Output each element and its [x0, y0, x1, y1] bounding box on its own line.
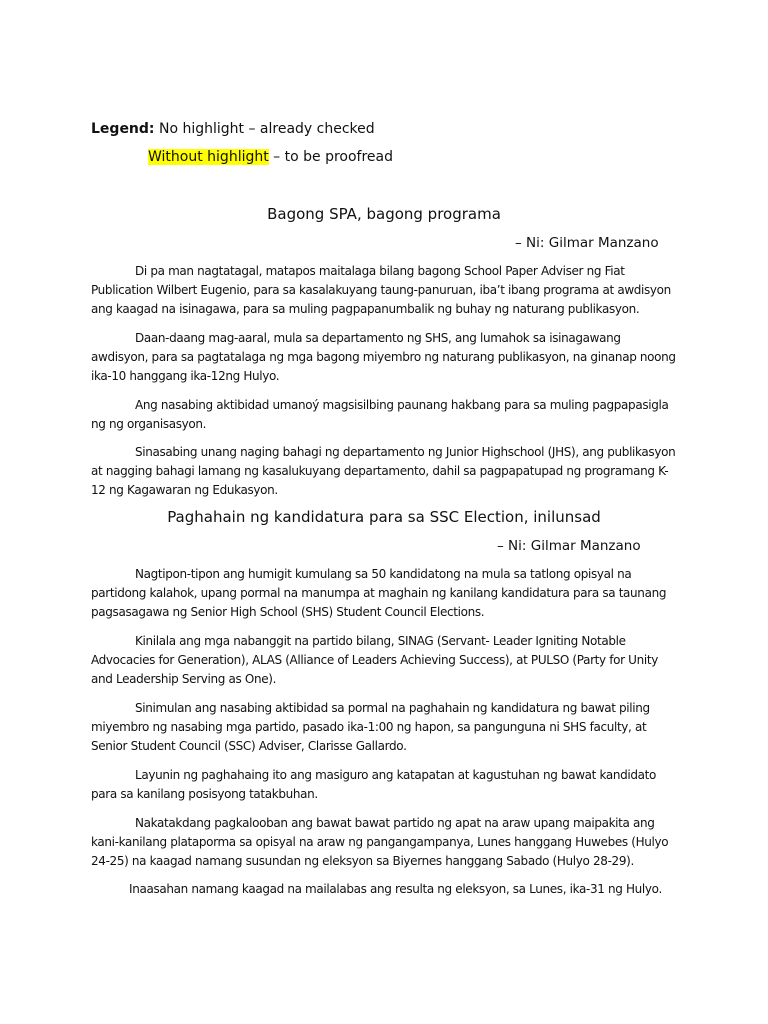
legend-label: Legend:	[91, 121, 155, 137]
article1-byline: – Ni: Gilmar Manzano	[515, 235, 659, 251]
article1-paragraph-1: Di pa man nagtatagal, matapos maitalaga bilang bagong School Paper Adviser ng Fiat Publication Wilbert Eugenio, para sa kasalakuyang taung-panuruan, iba’t ibang programa at awdisyon ang kaagad na isinagawa, para sa muling pagpapanumbalik ng buhay ng naturang publikasyon.	[91, 264, 671, 316]
legend-item-proofread: – to be proofread	[268, 149, 393, 165]
article2-paragraph-6: Inaasahan namang kaagad na mailalabas ang resulta ng eleksyon, sa Lunes, ika-31 ng Hulyo.	[129, 882, 662, 896]
legend-line-proofread	[148, 148, 393, 166]
article1-paragraph-3: Ang nasabing aktibidad umanoý magsisilbing paunang hakbang para sa muling pagpapasigla ng ng organisasyon.	[91, 398, 669, 431]
article1-paragraph-2: Daan-daang mag-aaral, mula sa departamento ng SHS, ang lumahok sa isinagawang awdisyon, para sa pagtatalaga ng mga bagong miyembro ng naturang publikasyon, na ginanap noong ika-10 hanggang ika-12ng Hulyo.	[91, 331, 676, 383]
article2-paragraph-3: Sinimulan ang nasabing aktibidad sa pormal na paghahain ng kandidatura ng bawat piling miyembro ng nasabing mga partido, pasado ika-1:00 ng hapon, sa pangunguna ni SHS faculty, at Senior Student Council (SSC) Adviser, Clarisse Gallardo.	[91, 701, 650, 753]
article2-paragraph-2: Kinilala ang mga nabanggit na partido bilang, SINAG (Servant- Leader Igniting Notable Advocacies for Generation), ALAS (Alliance of Leaders Achieving Success), at PULSO (Party for Unity and Leadership Serving as One).	[91, 634, 658, 686]
article2-paragraph-4: Layunin ng paghahaing ito ang masiguro ang katapatan at kagustuhan ng bawat kandidato para sa kanilang posisyong tatakbuhan.	[91, 768, 657, 801]
article2-paragraph-5: Nakatakdang pagkalooban ang bawat bawat partido ng apat na araw upang maipakita ang kani-kanilang plataporma sa opisyal na araw ng pangangampanya, Lunes hanggang Huwebes (Hulyo 24-25) na kaagad namang susundan ng eleksyon sa Biyernes hanggang Sabado (Hulyo 28-29).	[91, 816, 669, 868]
legend-line-checked	[91, 120, 375, 138]
legend-item-checked: No highlight – already checked	[158, 121, 375, 137]
article1-title: Bagong SPA, bagong programa	[267, 205, 501, 223]
article1-paragraph-4: Sinasabing unang naging bahagi ng departamento ng Junior Highschool (JHS), ang publikasyon at nagging bahagi lamang ng kasalukuyang departamento, dahil sa pagpapatupad ng programang K-12 ng Kagawaran ng Edukasyon.	[91, 445, 676, 497]
article2-paragraph-1: Nagtipon-tipon ang humigit kumulang sa 50 kandidatong na mula sa tatlong opisyal na partidong kalahok, upang pormal na manumpa at maghain ng kanilang kandidatura para sa taunang pagsasagawa ng Senior High School (SHS) Student Council Elections.	[91, 567, 667, 619]
legend-highlight-sample: Without highlight	[148, 149, 269, 165]
article2-byline: – Ni: Gilmar Manzano	[497, 538, 641, 554]
article2-title: Paghahain ng kandidatura para sa SSC Election, inilunsad	[167, 508, 601, 526]
